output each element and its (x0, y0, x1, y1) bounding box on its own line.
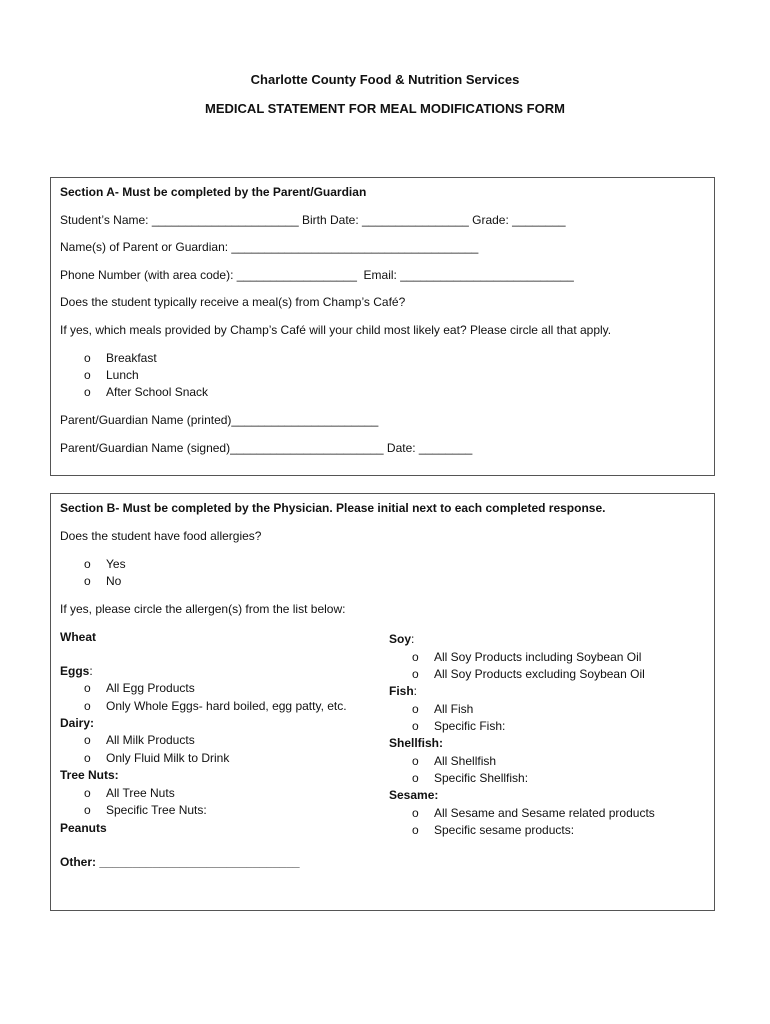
bullet-icon: o (412, 650, 419, 664)
shellfish-option[interactable]: o All Shellfish (412, 754, 497, 768)
allergen-dairy[interactable]: Dairy: (60, 716, 95, 730)
form-title: MEDICAL STATEMENT FOR MEAL MODIFICATIONS FORM (205, 101, 565, 116)
bullet-icon: o (412, 702, 419, 716)
soy-option[interactable]: o All Soy Products including Soybean Oil (412, 650, 642, 664)
which-meals-question: If yes, which meals provided by Champ’s Café will your child most likely eat? Please circle all that apply. (60, 323, 612, 337)
allergen-fish[interactable]: Fish: (389, 684, 418, 698)
bullet-icon: o (412, 771, 419, 785)
bullet-icon: o (412, 719, 419, 733)
eggs-option[interactable]: o All Egg Products (84, 681, 195, 695)
tree-nuts-option[interactable]: o All Tree Nuts (84, 786, 175, 800)
bullet-icon: o (84, 681, 91, 695)
allergen-eggs[interactable]: Eggs: (60, 664, 93, 678)
allergen-tree-nuts[interactable]: Tree Nuts: (60, 768, 119, 782)
section-a-box (50, 177, 715, 476)
sesame-option[interactable]: o Specific sesame products: (412, 823, 575, 837)
printed-name-field[interactable]: Parent/Guardian Name (printed)______________________ (60, 413, 379, 427)
tree-nuts-option[interactable]: o Specific Tree Nuts: (84, 803, 207, 817)
allergies-question: Does the student have food allergies? (60, 529, 262, 543)
bullet-icon: o (84, 751, 91, 765)
bullet-icon: o (84, 557, 91, 571)
allergen-soy[interactable]: Soy: (389, 632, 415, 646)
bullet-icon: o (84, 368, 91, 382)
section-b-heading: Section B- Must be completed by the Physician. Please initial next to each completed response. (60, 501, 606, 515)
allergen-shellfish[interactable]: Shellfish: (389, 736, 444, 750)
parent-name-field[interactable]: Name(s) of Parent or Guardian: _____________________________________ (60, 240, 479, 254)
bullet-icon: o (412, 806, 419, 820)
phone-email-field[interactable]: Phone Number (with area code): __________________ Email: __________________________ (60, 268, 574, 282)
other-allergen-field[interactable]: Other: ______________________________ (60, 855, 300, 869)
student-name-field[interactable]: Student’s Name: ______________________ Birth Date: ________________ Grade: ________ (60, 213, 566, 227)
bullet-icon: o (84, 574, 91, 588)
section-a-heading: Section A- Must be completed by the Parent/Guardian (60, 185, 367, 199)
bullet-icon: o (84, 699, 91, 713)
bullet-icon: o (84, 733, 91, 747)
fish-option[interactable]: o Specific Fish: (412, 719, 506, 733)
bullet-icon: o (412, 754, 419, 768)
allergen-wheat[interactable]: Wheat (60, 630, 96, 644)
org-title: Charlotte County Food & Nutrition Services (250, 72, 520, 87)
bullet-icon: o (84, 385, 91, 399)
soy-option[interactable]: o All Soy Products excluding Soybean Oil (412, 667, 645, 681)
bullet-icon: o (412, 823, 419, 837)
circle-allergens-prompt: If yes, please circle the allergen(s) from the list below: (60, 602, 346, 616)
meal-option-breakfast[interactable]: o Breakfast (84, 351, 157, 365)
eggs-option[interactable]: o Only Whole Eggs- hard boiled, egg patty, etc. (84, 699, 347, 713)
bullet-icon: o (84, 786, 91, 800)
meal-option-lunch[interactable]: o Lunch (84, 368, 139, 382)
fish-option[interactable]: o All Fish (412, 702, 474, 716)
sesame-option[interactable]: o All Sesame and Sesame related products (412, 806, 655, 820)
shellfish-option[interactable]: o Specific Shellfish: (412, 771, 529, 785)
allergen-peanuts[interactable]: Peanuts (60, 821, 107, 835)
allergy-option-yes[interactable]: o Yes (84, 557, 126, 571)
dairy-option[interactable]: o All Milk Products (84, 733, 195, 747)
meals-question: Does the student typically receive a meal(s) from Champ’s Café? (60, 295, 406, 309)
bullet-icon: o (84, 351, 91, 365)
meal-option-snack[interactable]: o After School Snack (84, 385, 209, 399)
section-b-box (50, 493, 715, 911)
allergy-option-no[interactable]: o No (84, 574, 122, 588)
bullet-icon: o (412, 667, 419, 681)
allergen-sesame[interactable]: Sesame: (389, 788, 439, 802)
dairy-option[interactable]: o Only Fluid Milk to Drink (84, 751, 230, 765)
signed-name-date-field[interactable]: Parent/Guardian Name (signed)_______________________ Date: ________ (60, 441, 473, 455)
bullet-icon: o (84, 803, 91, 817)
